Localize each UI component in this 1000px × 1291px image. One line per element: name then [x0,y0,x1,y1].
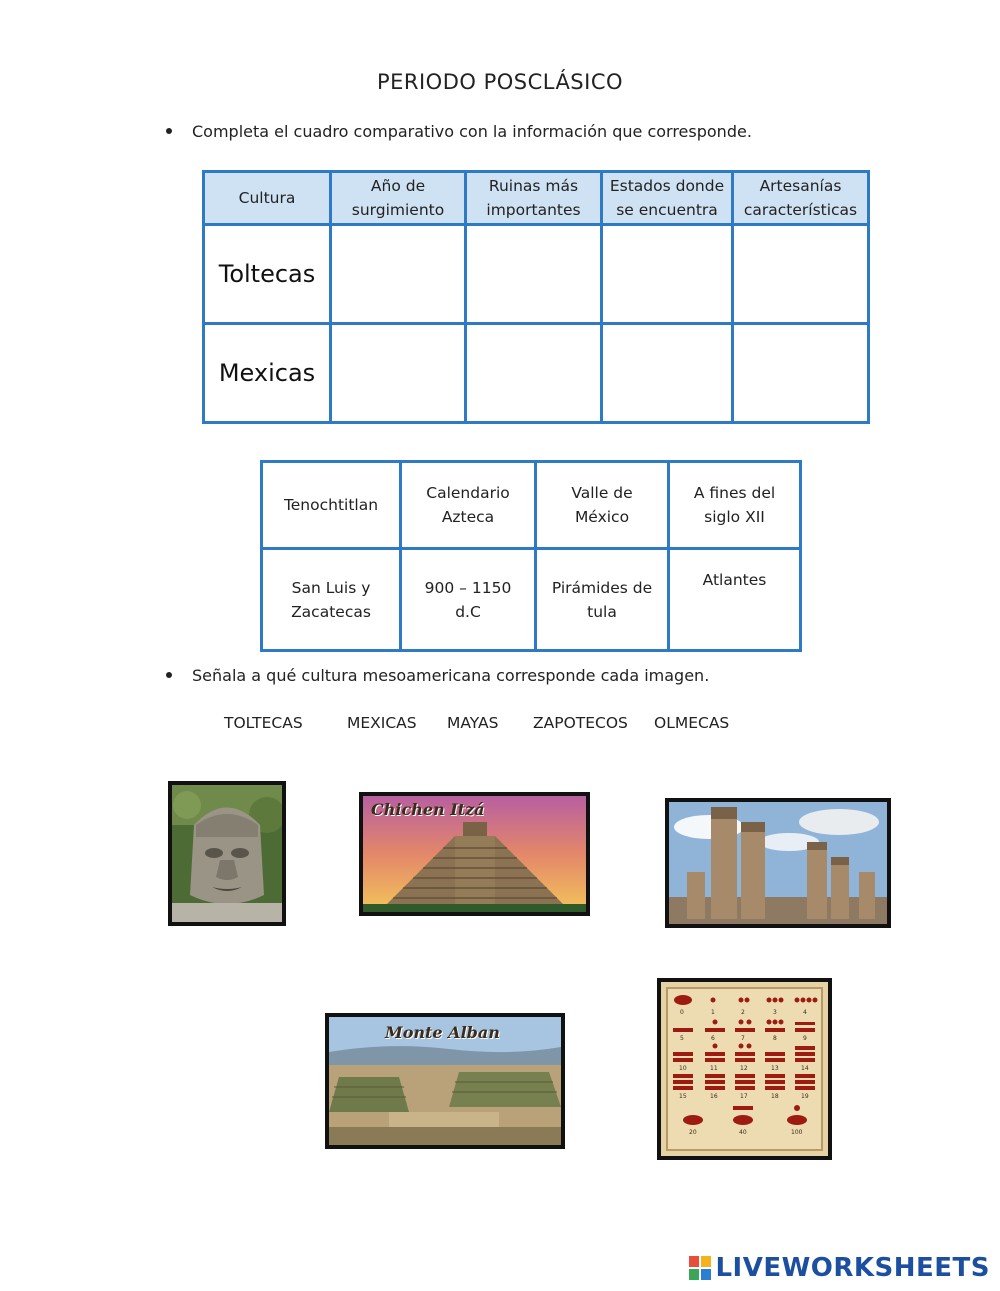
culture-option-zapotecos[interactable]: ZAPOTECOS [533,714,628,732]
answer-cell[interactable] [331,324,466,423]
maya-digit: 18 [771,1093,779,1100]
atlantes-illustration [669,802,887,924]
option-cell[interactable]: A fines del siglo XII [669,462,801,549]
maya-digit: 20 [689,1129,697,1136]
liveworksheets-logo [689,1253,990,1283]
instruction-2-text: Señala a qué cultura mesoamericana corresponde cada imagen. [192,666,710,685]
olmec-head-image[interactable] [168,781,286,926]
header-ruinas: Ruinas más importantes [466,172,602,225]
bullet-icon [166,672,172,678]
maya-digit: 15 [679,1093,687,1100]
maya-digit: 100 [791,1129,803,1136]
maya-digit: 9 [803,1035,807,1042]
table-header-row [204,172,869,225]
instruction-1 [166,122,752,141]
header-cultura: Cultura [204,172,331,225]
answer-cell[interactable] [733,324,869,423]
table-row [204,225,869,324]
options-row [262,549,801,651]
maya-digit: 14 [801,1065,809,1072]
maya-digit: 17 [740,1093,748,1100]
row-head-mexicas: Mexicas [204,324,331,423]
maya-digit: 3 [773,1009,777,1016]
option-cell[interactable]: Pirámides de tula [536,549,669,651]
maya-digit: 0 [680,1009,684,1016]
answer-cell[interactable] [602,225,733,324]
maya-digit: 11 [710,1065,718,1072]
culture-option-mexicas[interactable]: MEXICAS [347,714,417,732]
maya-digit: 10 [679,1065,687,1072]
atlantes-image[interactable] [665,798,891,928]
instruction-2 [166,666,709,685]
answer-cell[interactable] [466,225,602,324]
maya-digit: 8 [773,1035,777,1042]
maya-digit: 4 [803,1009,807,1016]
maya-digit: 13 [771,1065,779,1072]
comparison-table [202,170,870,424]
maya-digit: 19 [801,1093,809,1100]
chichen-itza-label: Chichen Itzá [371,800,485,819]
answer-cell[interactable] [602,324,733,423]
monte-alban-label: Monte Alban [385,1023,500,1042]
chichen-itza-image[interactable] [359,792,590,916]
liveworksheets-logo-icon [689,1256,711,1280]
maya-digit: 2 [741,1009,745,1016]
options-table [260,460,802,652]
row-head-toltecas: Toltecas [204,225,331,324]
monte-alban-image[interactable] [325,1013,565,1149]
liveworksheets-brand-text: LIVEWORKSHEETS [715,1253,990,1283]
maya-digit: 1 [711,1009,715,1016]
header-artesanias: Artesanías características [733,172,869,225]
maya-numbers-image[interactable] [657,978,832,1160]
option-cell[interactable]: Tenochtitlan [262,462,401,549]
answer-cell[interactable] [331,225,466,324]
answer-cell[interactable] [466,324,602,423]
maya-numbers-illustration [661,982,828,1156]
maya-digit: 12 [740,1065,748,1072]
options-row [262,462,801,549]
maya-digit: 5 [680,1035,684,1042]
maya-digit: 6 [711,1035,715,1042]
option-cell[interactable]: Calendario Azteca [401,462,536,549]
instruction-1-text: Completa el cuadro comparativo con la información que corresponde. [192,122,752,141]
olmec-head-illustration [172,785,282,922]
answer-cell[interactable] [733,225,869,324]
header-ano: Año de surgimiento [331,172,466,225]
page-title: PERIODO POSCLÁSICO [376,70,624,94]
maya-digit: 16 [710,1093,718,1100]
culture-option-olmecas[interactable]: OLMECAS [654,714,730,732]
header-estados: Estados donde se encuentra [602,172,733,225]
option-cell[interactable]: Valle de México [536,462,669,549]
maya-digit: 40 [739,1129,747,1136]
option-cell[interactable]: San Luis y Zacatecas [262,549,401,651]
table-row [204,324,869,423]
maya-digit: 7 [741,1035,745,1042]
culture-option-toltecas[interactable]: TOLTECAS [224,714,303,732]
culture-option-mayas[interactable]: MAYAS [447,714,499,732]
bullet-icon [166,128,172,134]
option-cell[interactable]: Atlantes [669,549,801,651]
option-cell[interactable]: 900 – 1150 d.C [401,549,536,651]
